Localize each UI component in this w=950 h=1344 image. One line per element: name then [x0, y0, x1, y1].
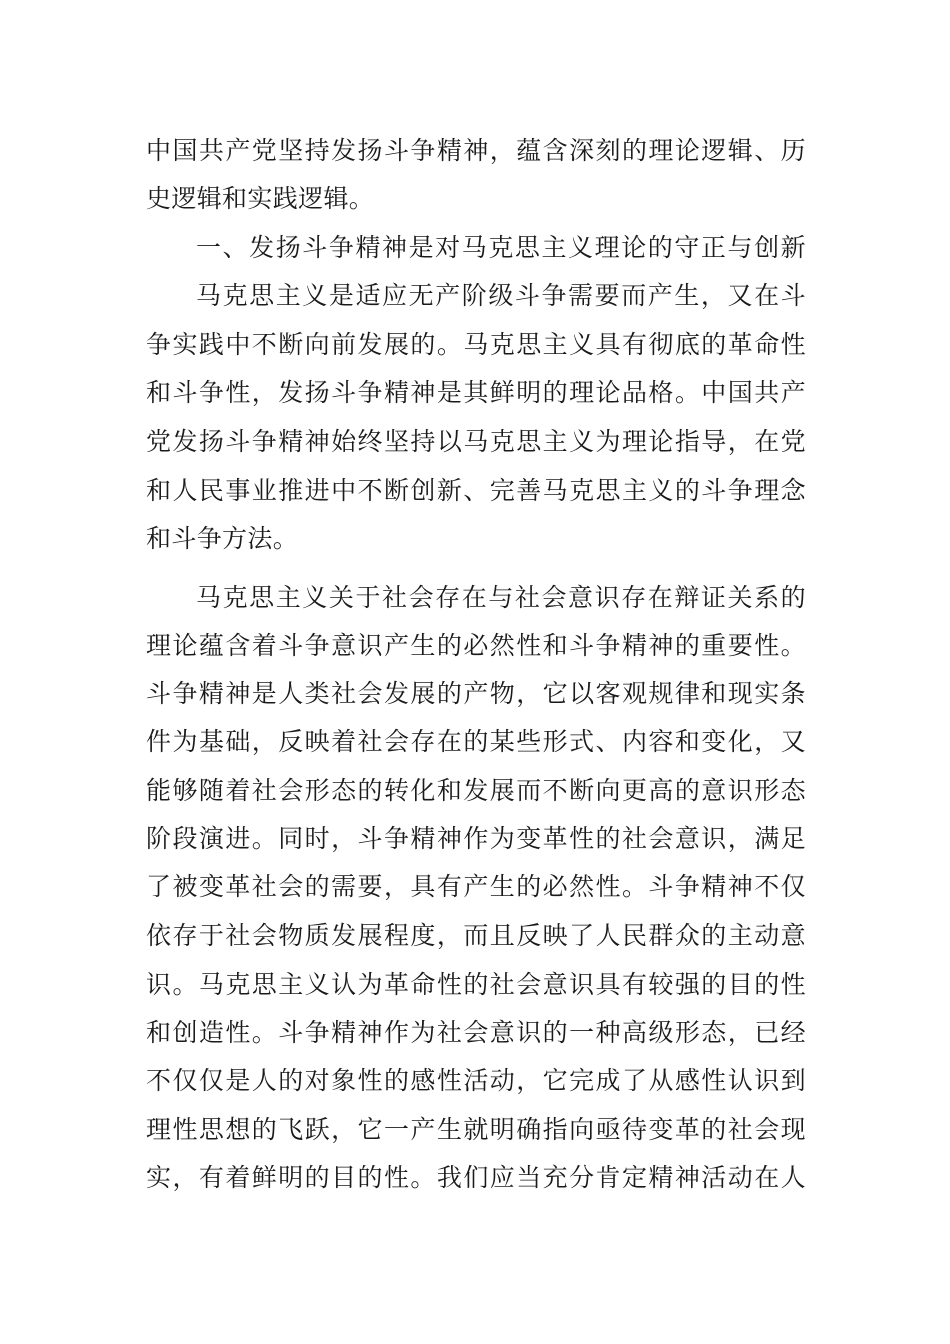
section-heading: 一、发扬斗争精神是对马克思主义理论的守正与创新 [196, 233, 806, 262]
text-line: 史逻辑和实践逻辑。 [146, 184, 375, 213]
text-line: 和斗争性，发扬斗争精神是其鲜明的理论品格。中国共产 [146, 378, 806, 407]
text-line: 和创造性。斗争精神作为社会意识的一种高级形态，已经 [146, 1018, 806, 1047]
text-line: 件为基础，反映着社会存在的某些形式、内容和变化，又 [146, 727, 806, 756]
text-line: 了被变革社会的需要，具有产生的必然性。斗争精神不仅 [146, 872, 806, 901]
text-line: 和斗争方法。 [146, 524, 299, 553]
text-line: 中国共产党坚持发扬斗争精神，蕴含深刻的理论逻辑、历 [146, 136, 806, 165]
text-line: 阶段演进。同时，斗争精神作为变革性的社会意识，满足 [146, 824, 806, 853]
text-line: 实，有着鲜明的目的性。我们应当充分肯定精神活动在人 [146, 1163, 806, 1192]
text-line: 依存于社会物质发展程度，而且反映了人民群众的主动意 [146, 921, 806, 950]
text-line: 理性思想的飞跃，它一产生就明确指向亟待变革的社会现 [146, 1115, 806, 1144]
text-line: 识。马克思主义认为革命性的社会意识具有较强的目的性 [146, 970, 806, 999]
text-line: 能够随着社会形态的转化和发展而不断向更高的意识形态 [146, 776, 806, 805]
text-line: 斗争精神是人类社会发展的产物，它以客观规律和现实条 [146, 679, 806, 708]
text-line: 不仅仅是人的对象性的感性活动，它完成了从感性认识到 [146, 1066, 806, 1095]
text-line: 争实践中不断向前发展的。马克思主义具有彻底的革命性 [146, 330, 806, 359]
text-line: 理论蕴含着斗争意识产生的必然性和斗争精神的重要性。 [146, 631, 806, 660]
text-line: 马克思主义是适应无产阶级斗争需要而产生，又在斗 [196, 281, 806, 310]
text-line: 党发扬斗争精神始终坚持以马克思主义为理论指导，在党 [146, 427, 806, 456]
text-line: 马克思主义关于社会存在与社会意识存在辩证关系的 [196, 583, 806, 612]
text-line: 和人民事业推进中不断创新、完善马克思主义的斗争理念 [146, 476, 806, 505]
